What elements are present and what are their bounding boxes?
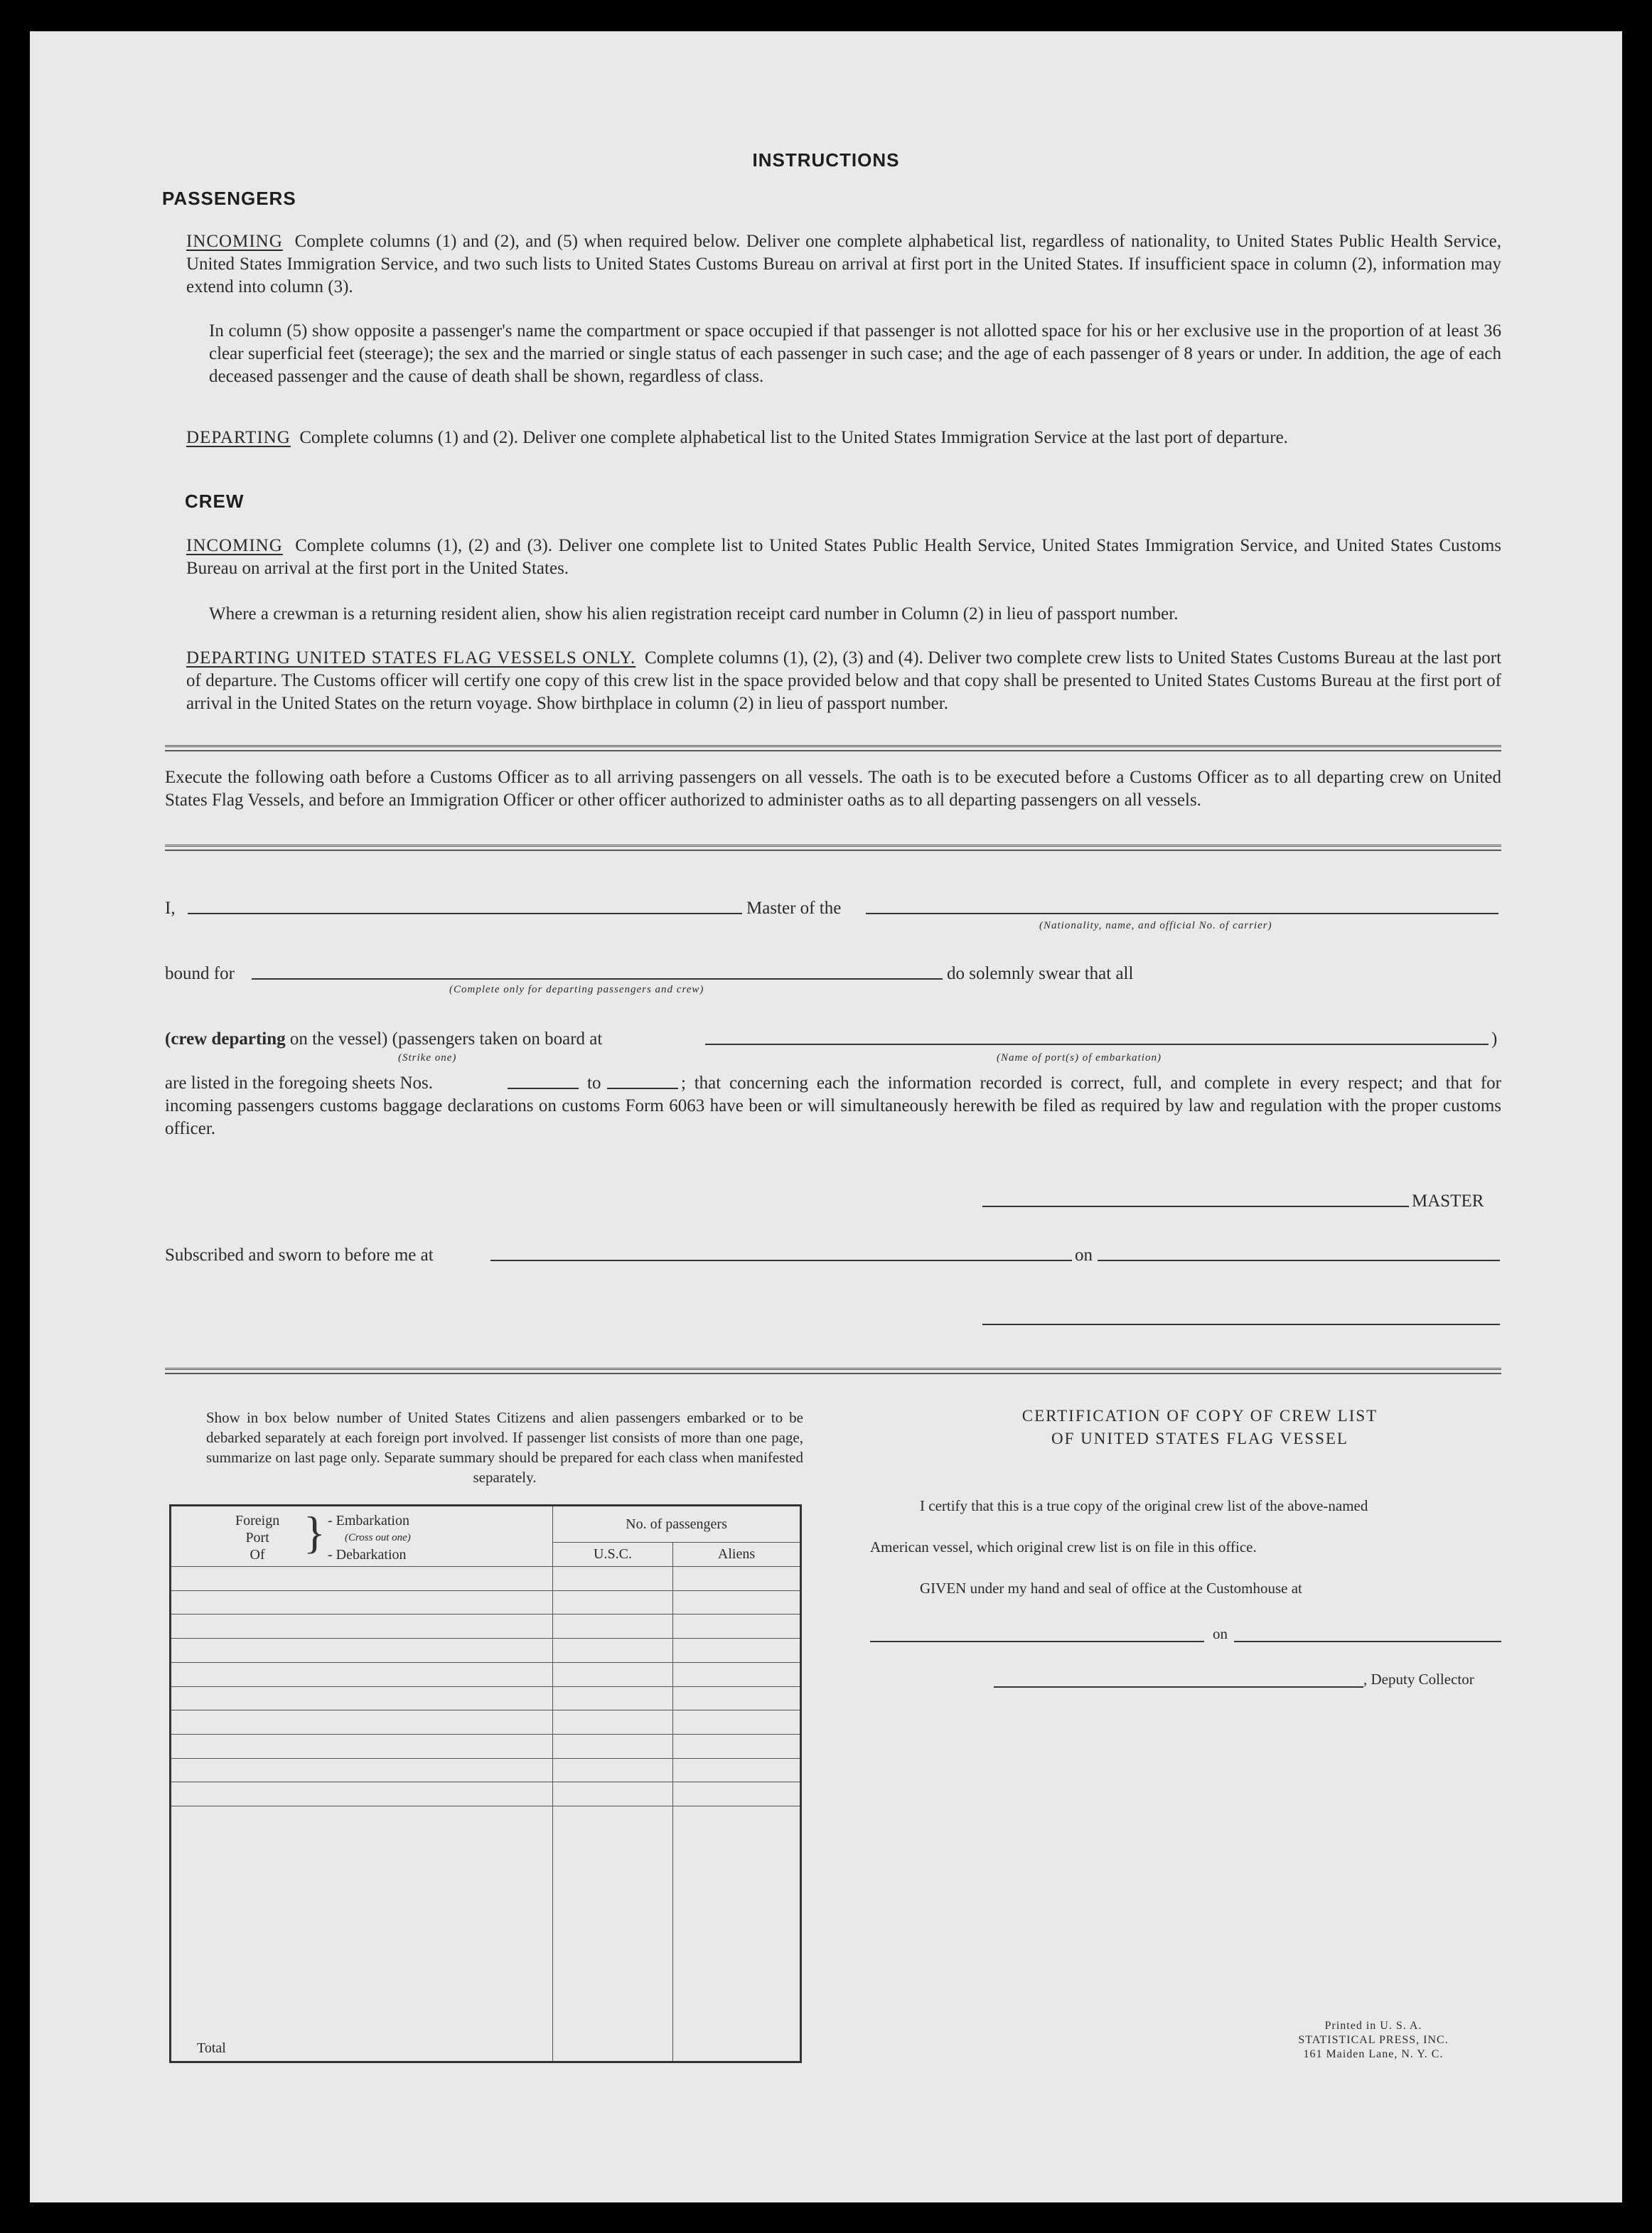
aliens-cell[interactable] — [673, 1639, 801, 1663]
close-paren: ) — [1491, 1029, 1498, 1049]
oath-instructions: Execute the following oath before a Customs Officer as to all arriving passengers on all vessels. The oath is to be executed before a Customs Officer as to all departing crew on United States Flag Vessels, and before an Immigration Officer or other officer authorized to administer oaths as to all departing passengers on all vessels. — [165, 768, 1501, 810]
usc-total-cell[interactable] — [553, 1806, 673, 2062]
crew-incoming-label: INCOMING — [186, 536, 283, 555]
port-cell[interactable] — [171, 1758, 553, 1782]
crew-departing-line — [165, 1028, 602, 1051]
printer-imprint — [1267, 2019, 1480, 2062]
bound-for-field[interactable] — [252, 978, 943, 980]
certify-line2: American vessel, which original crew list is on file in this office. — [870, 1538, 1257, 1555]
cross-out-caption: (Cross out one) — [345, 1532, 411, 1543]
aliens-cell[interactable] — [673, 1735, 801, 1759]
port-label: Port — [245, 1530, 269, 1546]
crew-departing-option[interactable]: (crew departing — [165, 1029, 286, 1049]
port-cell[interactable] — [171, 1735, 553, 1759]
port-cell[interactable] — [171, 1782, 553, 1806]
strike-caption: (Strike one) — [398, 1052, 457, 1064]
subscribed-label: Subscribed and sworn to before me at — [165, 1246, 434, 1265]
passengers-incoming-text: Complete columns (1) and (2), and (5) when required below. Deliver one complete alphabetical list, regardless of nationality, to United States Public Health Service, United States Immigration Service, and two such lists to United States Customs Bureau on arrival at first port in the United States. If insufficient space in column (2), information may extend into column (3). — [186, 232, 1502, 296]
summary-instructions: Show in box below number of United States Citizens and alien passengers embarked or to be debarked separately at each foreign port involved. If passenger list consists of more than one page, summarize on last page only. Separate summary should be prepared for each class when manifested separately. — [206, 1409, 803, 1486]
table-row — [171, 1567, 801, 1591]
to-label: to — [587, 1073, 601, 1093]
port-cell[interactable] — [171, 1639, 553, 1663]
table-row — [171, 1686, 801, 1710]
total-label: Total — [171, 1806, 553, 2062]
crew-departing-text: Complete columns (1), (2), (3) and (4). Deliver two complete crew lists to United States Customs Bureau at the last port of departure. The Customs officer will certify one copy of this crew list in the space provided below and that copy shall be presented to United States Customs Bureau at the first port of arrival in the United States on the return voyage. Show birthplace in column (2) in lieu of passport number. — [186, 648, 1502, 713]
printer-line3: 161 Maiden Lane, N. Y. C. — [1303, 2048, 1444, 2060]
certification-heading — [880, 1405, 1520, 1450]
debarkation-option[interactable]: - Debarkation — [328, 1547, 407, 1563]
passengers-departing-text: Complete columns (1) and (2). Deliver one complete alphabetical list to the United States Immigration Service at the last port of departure. — [299, 428, 1288, 447]
aliens-cell[interactable] — [673, 1782, 801, 1806]
aliens-cell[interactable] — [673, 1590, 801, 1614]
aliens-cell[interactable] — [673, 1662, 801, 1686]
embarkation-option[interactable]: - Embarkation — [328, 1513, 409, 1528]
carrier-caption: (Nationality, name, and official No. of carrier) — [1039, 920, 1272, 931]
on-vessel-label: on the vessel) — [289, 1029, 388, 1049]
bound-caption: (Complete only for departing passengers and crew) — [449, 984, 704, 995]
master-label: MASTER — [1412, 1192, 1484, 1211]
deputy-collector-label: , Deputy Collector — [1363, 1671, 1474, 1688]
master-name-field[interactable] — [188, 913, 742, 914]
usc-cell[interactable] — [553, 1686, 673, 1710]
certification-heading-line2: OF UNITED STATES FLAG VESSEL — [1051, 1430, 1348, 1447]
form-page — [30, 31, 1622, 2202]
crew-departing-label: DEPARTING UNITED STATES FLAG VESSELS ONLY. — [186, 648, 636, 668]
crew-departing-paragraph — [186, 647, 1501, 715]
certification-date-field[interactable] — [1234, 1641, 1501, 1642]
bound-for-label: bound for — [165, 964, 235, 983]
passengers-taken-option[interactable]: (passengers taken on board at — [392, 1029, 603, 1049]
passengers-column5-paragraph: In column (5) show opposite a passenger's name the compartment or space occupied if that passenger is not allotted space for his or her exclusive use in the proportion of at least 36 clear superficial feet (steerage); the sex and the married or single status of each passenger in such case; and the age of each passenger of 8 years or under. In addition, the age of each deceased passenger and the cause of death shall be shown, regardless of class. — [209, 321, 1501, 386]
sworn-place-field[interactable] — [490, 1260, 1072, 1261]
port-cell[interactable] — [171, 1614, 553, 1639]
oath-i-label: I, — [165, 899, 176, 918]
deputy-collector-signature-field[interactable] — [994, 1686, 1363, 1688]
crew-heading: CREW — [185, 491, 245, 512]
passengers-departing-paragraph — [186, 427, 1501, 449]
aliens-header: Aliens — [673, 1543, 801, 1567]
usc-cell[interactable] — [553, 1782, 673, 1806]
customhouse-field[interactable] — [870, 1641, 1204, 1642]
master-of-label: Master of the — [746, 899, 842, 918]
master-signature-field[interactable] — [982, 1206, 1409, 1207]
aliens-cell[interactable] — [673, 1686, 801, 1710]
table-row — [171, 1590, 801, 1614]
total-row — [171, 1806, 801, 2062]
port-cell[interactable] — [171, 1590, 553, 1614]
usc-cell[interactable] — [553, 1567, 673, 1591]
usc-cell[interactable] — [553, 1614, 673, 1639]
table-row — [171, 1639, 801, 1663]
port-cell[interactable] — [171, 1710, 553, 1735]
table-row — [171, 1662, 801, 1686]
carrier-field[interactable] — [866, 913, 1498, 914]
passengers-incoming-paragraph — [186, 230, 1501, 299]
crew-incoming-paragraph — [186, 535, 1501, 580]
of-label: Of — [250, 1547, 265, 1563]
table-row — [171, 1735, 801, 1759]
passengers-incoming-label: INCOMING — [186, 232, 283, 251]
aliens-cell[interactable] — [673, 1567, 801, 1591]
port-cell[interactable] — [171, 1662, 553, 1686]
usc-cell[interactable] — [553, 1735, 673, 1759]
no-of-passengers-header: No. of passengers — [553, 1506, 801, 1543]
usc-cell[interactable] — [553, 1590, 673, 1614]
aliens-cell[interactable] — [673, 1710, 801, 1735]
foreign-label: Foreign — [235, 1513, 280, 1528]
port-cell[interactable] — [171, 1686, 553, 1710]
usc-cell[interactable] — [553, 1639, 673, 1663]
crew-incoming-text: Complete columns (1), (2) and (3). Deliver one complete list to United States Public Health Service, United States Immigration Service, and United States Customs Bureau on arrival at the first port in the United States. — [186, 536, 1501, 578]
certify-line1: I certify that this is a true copy of the original crew list of the above-named — [920, 1497, 1368, 1514]
usc-header: U.S.C. — [553, 1543, 673, 1567]
brace-icon: } — [304, 1507, 326, 1558]
table-row — [171, 1782, 801, 1806]
aliens-total-cell[interactable] — [673, 1806, 801, 2062]
sworn-date-field[interactable] — [1098, 1260, 1500, 1261]
port-cell[interactable] — [171, 1567, 553, 1591]
aliens-cell[interactable] — [673, 1758, 801, 1782]
certification-heading-line1: CERTIFICATION OF COPY OF CREW LIST — [1021, 1407, 1378, 1425]
table-row — [171, 1614, 801, 1639]
table-row — [171, 1710, 801, 1735]
section-divider — [165, 745, 1501, 751]
swear-label: do solemnly swear that all — [947, 964, 1134, 983]
usc-cell[interactable] — [553, 1710, 673, 1735]
embarkation-ports-field[interactable] — [705, 1044, 1489, 1045]
section-divider — [165, 845, 1501, 851]
section-divider — [165, 1368, 1501, 1374]
passengers-heading: PASSENGERS — [162, 188, 296, 209]
sheets-statement: ; that concerning each the information recorded is correct, full, and complete in every respect; and that for incoming passengers customs baggage declarations on customs Form 6063 have been or will simultaneously herewith be filed as required by law and regulation with the proper customs officer. — [165, 1073, 1501, 1138]
sheets-prefix: are listed in the foregoing sheets Nos. — [165, 1073, 433, 1093]
passenger-summary-table — [169, 1504, 802, 2063]
printer-line2: STATISTICAL PRESS, INC. — [1298, 2034, 1449, 2046]
embarkation-caption: (Name of port(s) of embarkation) — [997, 1052, 1162, 1064]
crew-returning-resident-paragraph: Where a crewman is a returning resident alien, show his alien registration receipt card number in Column (2) in lieu of passport number. — [209, 604, 1179, 623]
certification-on-label: on — [1213, 1625, 1228, 1642]
printer-line1: Printed in U. S. A. — [1324, 2020, 1422, 2032]
aliens-cell[interactable] — [673, 1614, 801, 1639]
foreign-port-header — [171, 1506, 553, 1567]
passengers-departing-label: DEPARTING — [186, 428, 291, 447]
page-title: INSTRUCTIONS — [752, 149, 900, 171]
usc-cell[interactable] — [553, 1758, 673, 1782]
officer-signature-field[interactable] — [982, 1324, 1500, 1325]
usc-cell[interactable] — [553, 1662, 673, 1686]
given-text: GIVEN under my hand and seal of office at the Customhouse at — [920, 1580, 1302, 1597]
sworn-on-label: on — [1075, 1246, 1093, 1265]
table-row — [171, 1758, 801, 1782]
